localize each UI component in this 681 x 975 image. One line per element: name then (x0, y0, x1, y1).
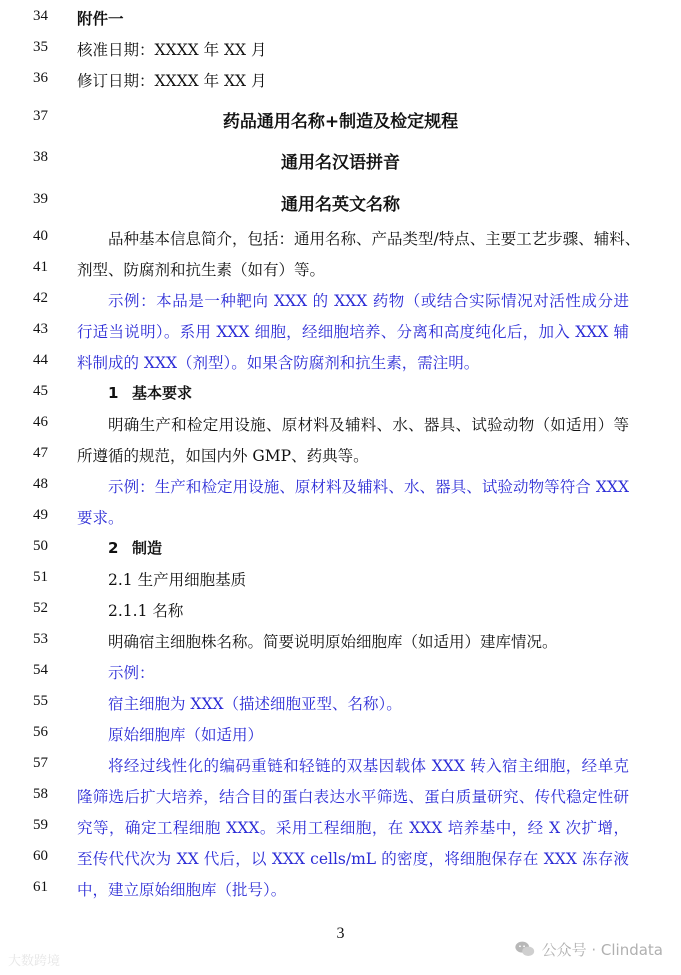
line-number: 58 (33, 786, 48, 802)
line-40 (0, 222, 681, 253)
document-title: 药品通用名称+制造及检定规程 (222, 112, 459, 132)
example-line: 要求。 (77, 509, 124, 527)
page-number: 3 (336, 925, 345, 942)
watermark-text: 公众号 · Clindata (541, 940, 663, 959)
line-57 (0, 749, 681, 780)
line-number: 45 (33, 383, 48, 399)
line-46 (0, 408, 681, 439)
line-number: 61 (33, 879, 48, 895)
line-55 (0, 687, 681, 718)
watermark-right (514, 938, 663, 960)
line-35 (0, 33, 681, 64)
example-line: 中，建立原始细胞库（批号）。 (77, 881, 287, 899)
appendix-title: 附件一 (77, 10, 124, 28)
line-number: 37 (33, 108, 48, 124)
line-42 (0, 284, 681, 315)
line-53 (0, 625, 681, 656)
line-50 (0, 532, 681, 563)
line-number: 49 (33, 507, 48, 523)
subsection-heading: 2.1 生产用细胞基质 (108, 571, 247, 589)
line-number: 54 (33, 662, 48, 678)
paragraph-line: 明确生产和检定用设施、原材料及辅料、水、器具、试验动物（如适用）等 (108, 416, 629, 434)
paragraph-line: 剂型、防腐剂和抗生素（如有）等。 (77, 261, 326, 279)
line-number: 43 (33, 321, 48, 337)
example-line: 究等，确定工程细胞 XXX。采用工程细胞，在 XXX 培养基中，经 X 次扩增， (77, 819, 629, 837)
example-line: 至传代代次为 XX 代后，以 XXX cells/mL 的密度，将细胞保存在 XXX 冻存液 (77, 850, 629, 868)
line-number: 47 (33, 445, 48, 461)
line-59 (0, 811, 681, 842)
paragraph-line: 品种基本信息简介，包括：通用名称、产品类型/特点、主要工艺步骤、辅料、 (108, 230, 641, 248)
section-title: 制造 (132, 539, 163, 557)
line-number: 50 (33, 538, 48, 554)
section-number: 2 (108, 539, 119, 557)
line-38 (0, 143, 681, 174)
section-title: 基本要求 (132, 384, 193, 402)
line-58 (0, 780, 681, 811)
line-number: 46 (33, 414, 48, 430)
line-54 (0, 656, 681, 687)
line-56 (0, 718, 681, 749)
example-line: 宿主细胞为 XXX（描述细胞亚型、名称）。 (108, 695, 402, 713)
line-52 (0, 594, 681, 625)
line-45 (0, 377, 681, 408)
line-41 (0, 253, 681, 284)
line-60 (0, 842, 681, 873)
line-number: 59 (33, 817, 48, 833)
line-number: 60 (33, 848, 48, 864)
example-line: 隆筛选后扩大培养，结合目的蛋白表达水平筛选、蛋白质量研究、传代稳定性研 (77, 788, 629, 806)
line-37 (0, 102, 681, 133)
example-line: 原始细胞库（如适用） (108, 726, 264, 744)
line-51 (0, 563, 681, 594)
line-number: 57 (33, 755, 48, 771)
line-number: 41 (33, 259, 48, 275)
example-line: 示例： (108, 664, 155, 682)
line-number: 55 (33, 693, 48, 709)
section-number: 1 (108, 384, 119, 402)
line-number: 56 (33, 724, 48, 740)
example-line: 示例：本品是一种靶向 XXX 的 XXX 药物（或结合实际情况对活性成分进 (108, 292, 629, 310)
line-48 (0, 470, 681, 501)
line-number: 38 (33, 149, 48, 165)
paragraph-line: 所遵循的规范，如国内外 GMP、药典等。 (77, 447, 369, 465)
line-61 (0, 873, 681, 904)
line-47 (0, 439, 681, 470)
line-number: 35 (33, 39, 48, 55)
line-number: 51 (33, 569, 48, 585)
line-34 (0, 2, 681, 33)
example-line: 料制成的 XXX（剂型）。如果含防腐剂和抗生素，需注明。 (77, 354, 480, 372)
line-36 (0, 64, 681, 95)
line-number: 40 (33, 228, 48, 244)
english-title: 通用名英文名称 (281, 195, 400, 215)
line-number: 34 (33, 8, 48, 24)
line-number: 44 (33, 352, 48, 368)
line-49 (0, 501, 681, 532)
example-line: 示例：生产和检定用设施、原材料及辅料、水、器具、试验动物等符合 XXX (108, 478, 629, 496)
example-line: 将经过线性化的编码重链和轻链的双基因载体 XXX 转入宿主细胞，经单克 (108, 757, 629, 775)
wechat-icon (514, 938, 536, 960)
example-line: 行适当说明）。系用 XXX 细胞，经细胞培养、分离和高度纯化后，加入 XXX 辅 (77, 323, 629, 341)
line-43 (0, 315, 681, 346)
revision-date: 修订日期：XXXX 年 XX 月 (77, 72, 267, 90)
line-44 (0, 346, 681, 377)
subsection-heading: 2.1.1 名称 (108, 602, 184, 620)
watermark-left: 大数跨境 (8, 954, 61, 969)
section-heading (108, 382, 629, 403)
line-number: 52 (33, 600, 48, 616)
pinyin-title: 通用名汉语拼音 (281, 153, 400, 173)
approval-date: 核准日期：XXXX 年 XX 月 (77, 41, 267, 59)
line-number: 53 (33, 631, 48, 647)
paragraph-line: 明确宿主细胞株名称。简要说明原始细胞库（如适用）建库情况。 (108, 633, 558, 651)
line-number: 36 (33, 70, 48, 86)
line-number: 48 (33, 476, 48, 492)
line-39 (0, 185, 681, 216)
line-number: 39 (33, 191, 48, 207)
line-number: 42 (33, 290, 48, 306)
section-heading (108, 537, 629, 558)
